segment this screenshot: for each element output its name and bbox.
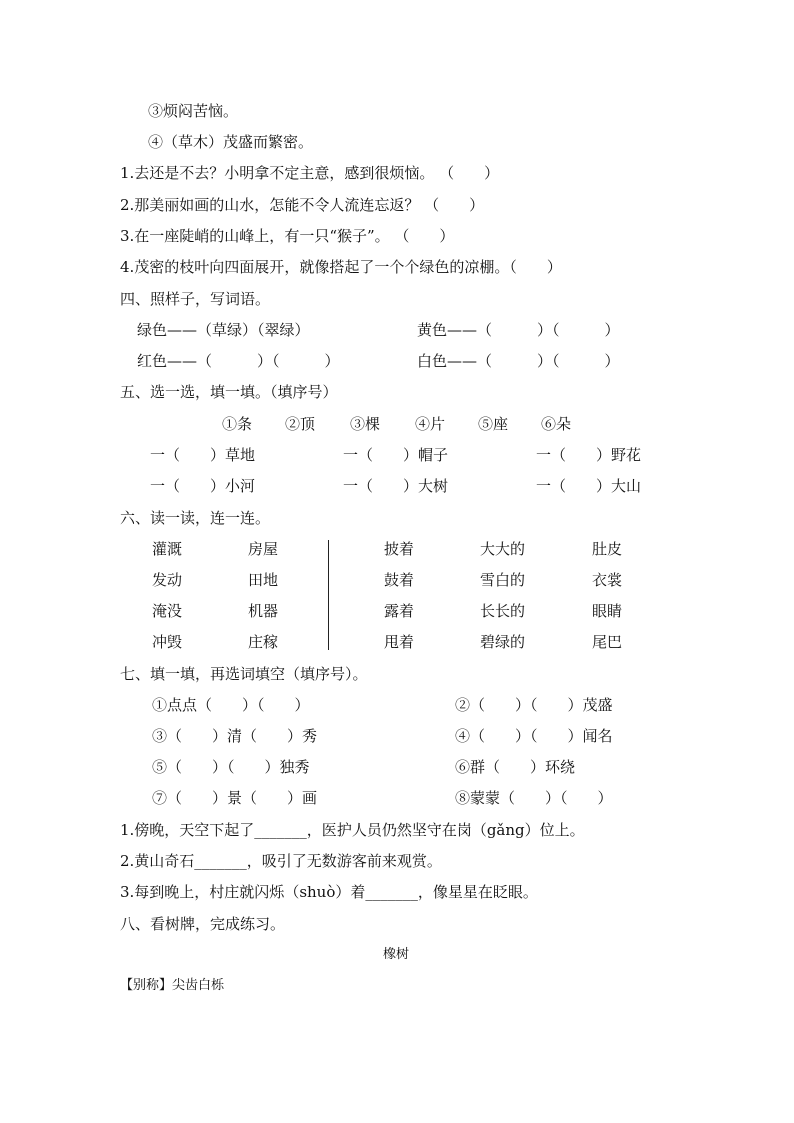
noun-2: 田地 (248, 571, 279, 589)
question-sentence-4: 4.茂密的枝叶向四面展开，就像搭起了一个个绿色的凉棚。（ ） (120, 258, 562, 276)
option-2: ②顶 (285, 415, 316, 433)
option-4: ④片 (415, 415, 446, 433)
measure-tree: 一（ ）大树 (343, 477, 449, 495)
noun-4: 庄稼 (248, 633, 279, 651)
section-6-heading: 六、读一读，连一连。 (120, 509, 271, 527)
sign-title: 橡树 (383, 947, 410, 962)
adjective-1: 大大的 (480, 540, 526, 558)
measure-river: 一（ ）小河 (150, 477, 256, 495)
action-1: 披着 (384, 540, 415, 558)
example-green: 绿色——（草绿）（翠绿） (137, 321, 310, 339)
meaning-4: ④（草木）茂盛而繁密。 (148, 133, 314, 151)
noun-1: 房屋 (248, 540, 279, 558)
measure-hat: 一（ ）帽子 (343, 446, 449, 464)
idiom-1: ①点点（ ）（ ） (152, 696, 310, 714)
idiom-6: ⑥群（ ）环绕 (455, 758, 576, 776)
sign-alias: 【别称】尖齿白栎 (120, 978, 225, 993)
question-sentence-2: 2.那美丽如画的山水，怎能不令人流连忘返？ （ ） (120, 196, 485, 214)
option-6: ⑥朵 (541, 415, 572, 433)
idiom-2: ②（ ）（ ）茂盛 (455, 696, 613, 714)
idiom-7: ⑦（ ）景（ ）画 (152, 789, 318, 807)
verb-3: 淹没 (152, 602, 183, 620)
meaning-3: ③烦闷苦恼。 (148, 102, 239, 120)
measure-flower: 一（ ）野花 (536, 446, 642, 464)
blank-red: 红色——（ ）（ ） (137, 352, 340, 370)
section-4-heading: 四、照样子，写词语。 (120, 290, 271, 308)
question-sentence-3: 3.在一座陡峭的山峰上，有一只“猴子”。 （ ） (120, 227, 455, 245)
option-1: ①条 (222, 415, 253, 433)
body-part-1: 肚皮 (592, 540, 623, 558)
body-part-3: 眼睛 (592, 602, 623, 620)
body-part-2: 衣裳 (592, 571, 623, 589)
noun-3: 机器 (248, 602, 279, 620)
fill-sentence-3: 3.每到晚上，村庄就闪烁（shuò）着_______，像星星在眨眼。 (120, 883, 538, 901)
adjective-3: 长长的 (480, 602, 526, 620)
section-7-heading: 七、填一填，再选词填空（填序号）。 (120, 665, 368, 683)
fill-sentence-1: 1.傍晚，天空下起了_______，医护人员仍然坚守在岗（gǎng）位上。 (120, 821, 585, 839)
fill-sentence-2: 2.黄山奇石_______，吸引了无数游客前来观赏。 (120, 852, 442, 870)
verb-4: 冲毁 (152, 633, 183, 651)
section-5-heading: 五、选一选，填一填。（填序号） (120, 383, 338, 401)
idiom-8: ⑧蒙蒙（ ）（ ） (455, 789, 613, 807)
measure-mountain: 一（ ）大山 (536, 477, 642, 495)
column-divider (328, 540, 329, 650)
option-3: ③棵 (350, 415, 381, 433)
option-5: ⑤座 (478, 415, 509, 433)
section-8-heading: 八、看树牌，完成练习。 (120, 915, 286, 933)
adjective-4: 碧绿的 (480, 633, 526, 651)
action-3: 露着 (384, 602, 415, 620)
measure-grass: 一（ ）草地 (150, 446, 256, 464)
action-4: 甩着 (384, 633, 415, 651)
question-sentence-1: 1.去还是不去？小明拿不定主意，感到很烦恼。 （ ） (120, 164, 500, 182)
blank-white: 白色——（ ）（ ） (417, 352, 620, 370)
action-2: 鼓着 (384, 571, 415, 589)
idiom-3: ③（ ）清（ ）秀 (152, 727, 318, 745)
adjective-2: 雪白的 (480, 571, 526, 589)
idiom-5: ⑤（ ）（ ）独秀 (152, 758, 310, 776)
verb-2: 发动 (152, 571, 183, 589)
verb-1: 灌溉 (152, 540, 183, 558)
blank-yellow: 黄色——（ ）（ ） (417, 321, 620, 339)
body-part-4: 尾巴 (592, 633, 623, 651)
idiom-4: ④（ ）（ ）闻名 (455, 727, 613, 745)
